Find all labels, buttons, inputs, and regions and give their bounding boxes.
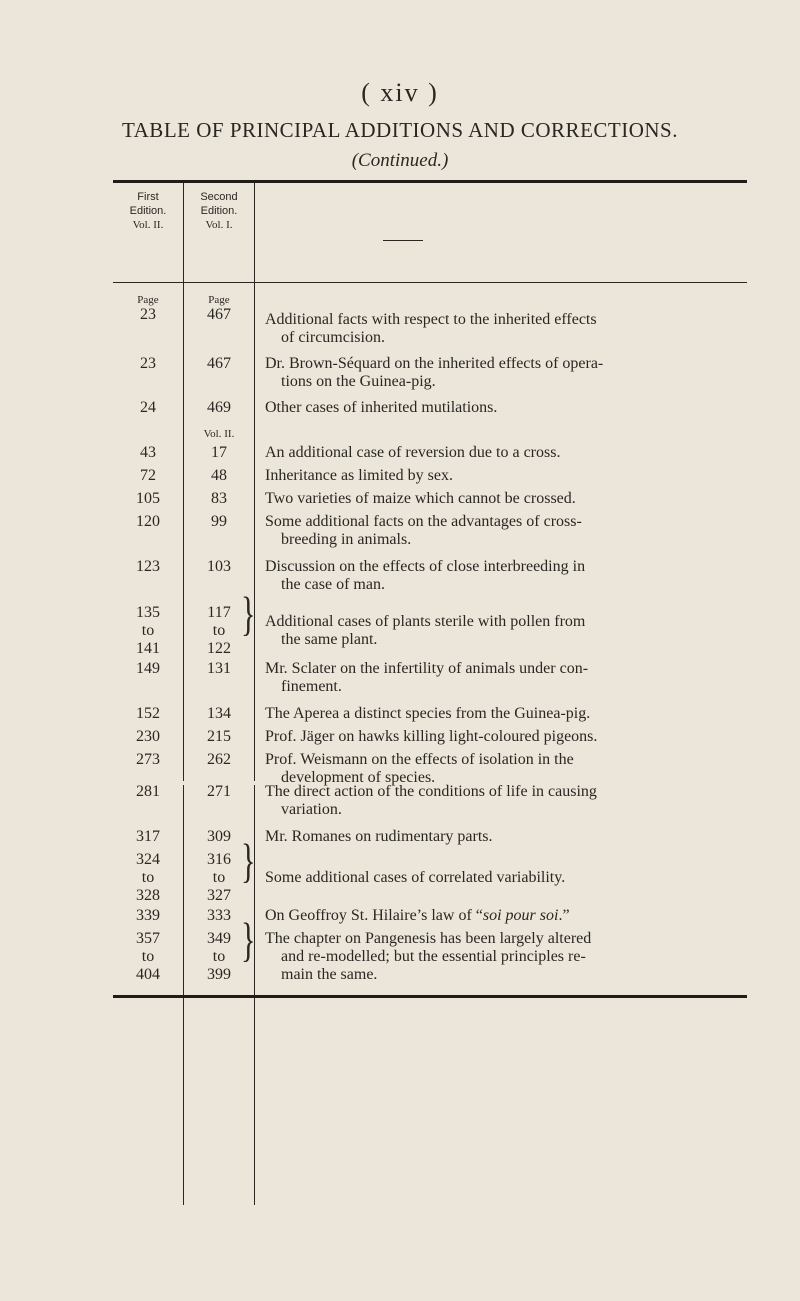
- entry-text: [265, 907, 747, 925]
- entry-text: [265, 751, 747, 787]
- second-edition-page: 134: [207, 705, 231, 722]
- entry-line: Two varieties of maize which cannot be crossed.: [265, 490, 576, 507]
- page-subtitle: (Continued.): [351, 150, 449, 171]
- entry-text: [265, 311, 747, 347]
- entry-line: The Aperea a distinct species from the Guinea-pig.: [265, 705, 591, 722]
- range-end: 404: [136, 966, 160, 983]
- first-edition-page: 149: [136, 660, 160, 677]
- page-label: Page: [208, 294, 230, 306]
- brace-glyph: }: [241, 587, 256, 641]
- range-end: 327: [207, 887, 231, 904]
- first-edition-range: [113, 851, 183, 905]
- range-start: 324: [136, 851, 160, 868]
- first-edition-range: [113, 604, 183, 658]
- header-line: Vol. I.: [205, 219, 233, 231]
- entry-line: the same plant.: [281, 631, 378, 648]
- first-edition-page: 317: [136, 828, 160, 845]
- range-end: 399: [207, 966, 231, 983]
- volume-label: Vol. II.: [203, 428, 235, 440]
- first-edition-page: 72: [140, 467, 156, 484]
- first-edition-page: 24: [140, 399, 156, 416]
- range-to: to: [141, 948, 155, 965]
- range-start: 316: [207, 851, 231, 868]
- table-bottom-rule: [113, 995, 747, 998]
- entry-line: The chapter on Pangenesis has been largely altered: [265, 930, 592, 947]
- entry-text: [265, 355, 747, 391]
- entry-line: Additional cases of plants sterile with pollen from: [265, 613, 586, 630]
- header-line: Vol. II.: [132, 219, 164, 231]
- entry-text: [265, 444, 747, 462]
- first-edition-page: 123: [136, 558, 160, 575]
- range-start: 135: [136, 604, 160, 621]
- second-edition-page: 469: [207, 399, 231, 416]
- range-to: to: [212, 948, 226, 965]
- entry-text: [265, 828, 747, 846]
- second-edition-page: 271: [207, 783, 231, 800]
- entry-line: main the same.: [281, 966, 378, 983]
- column-divider: [254, 183, 255, 781]
- second-edition-page: 262: [207, 751, 231, 768]
- entry-text: [265, 513, 747, 549]
- page-number: ( xiv ): [361, 78, 439, 107]
- entry-line: and re-modelled; but the essential principles re-: [281, 948, 586, 965]
- first-edition-page: 152: [136, 705, 160, 722]
- page-label: Page: [137, 294, 159, 306]
- second-edition-page: 131: [207, 660, 231, 677]
- second-edition-page: 467: [207, 306, 231, 323]
- second-edition-page: 103: [207, 558, 231, 575]
- entry-line: finement.: [281, 678, 342, 695]
- entry-line: Some additional cases of correlated variability.: [265, 869, 566, 886]
- entry-text: [265, 930, 747, 984]
- entry-text: [265, 490, 747, 508]
- second-edition-page: 99: [211, 513, 227, 530]
- entry-text: [265, 613, 747, 649]
- first-edition-page: 273: [136, 751, 160, 768]
- first-edition-page: 23: [140, 355, 156, 372]
- entry-text: [265, 869, 747, 887]
- first-edition-page: 105: [136, 490, 160, 507]
- table-continued: [113, 783, 747, 1215]
- range-start: 357: [136, 930, 160, 947]
- entry-line: Some additional facts on the advantages of cross-: [265, 513, 582, 530]
- entry-line: Mr. Romanes on rudimentary parts.: [265, 828, 493, 845]
- range-to: to: [212, 869, 226, 886]
- entry-line: Discussion on the effects of close interbreeding in: [265, 558, 586, 575]
- entry-line: development of species.: [281, 769, 436, 786]
- first-edition-page: 230: [136, 728, 160, 745]
- page-title: TABLE OF PRINCIPAL ADDITIONS AND CORRECTIONS.: [122, 118, 678, 142]
- entry-line: Inheritance as limited by sex.: [265, 467, 453, 484]
- entry-text: [265, 728, 747, 746]
- range-end: 328: [136, 887, 160, 904]
- first-edition-page: 23: [140, 306, 156, 323]
- entry-line: An additional case of reversion due to a cross.: [265, 444, 561, 461]
- second-edition-page: 333: [207, 907, 231, 924]
- second-edition-page: 309: [207, 828, 231, 845]
- first-edition-page: 281: [136, 783, 160, 800]
- first-edition-page: 43: [140, 444, 156, 461]
- header-first-edition: [113, 190, 183, 232]
- second-edition-page: 83: [211, 490, 227, 507]
- header-second-edition: [184, 190, 254, 232]
- header-rule: [113, 282, 254, 283]
- first-edition-range: [113, 930, 183, 984]
- entry-text: [265, 783, 747, 819]
- range-to: to: [212, 622, 226, 639]
- entry-line: Prof. Jäger on hawks killing light-coloured pigeons.: [265, 728, 598, 745]
- entry-line: Mr. Sclater on the infertility of animals under con-: [265, 660, 589, 677]
- entry-text: [265, 399, 747, 417]
- entry-line: tions on the Guinea-pig.: [281, 373, 436, 390]
- header-line: Second: [200, 191, 238, 203]
- range-start: 117: [207, 604, 231, 621]
- range-to: to: [141, 869, 155, 886]
- entry-line: of circumcision.: [281, 329, 385, 346]
- header-dash: [383, 240, 423, 241]
- entry-segment: On Geoffroy St. Hilaire’s law of “: [265, 907, 483, 924]
- entry-italic-segment: soi pour soi: [482, 907, 559, 924]
- first-edition-page: 339: [136, 907, 160, 924]
- additions-table: [113, 180, 747, 785]
- entry-line: Dr. Brown-Séquard on the inherited effects of opera-: [265, 355, 604, 372]
- entry-line: the case of man.: [281, 576, 385, 593]
- header-line: First: [137, 191, 159, 203]
- range-end: 122: [207, 640, 231, 657]
- header-line: Edition.: [129, 205, 167, 217]
- range-end: 141: [136, 640, 160, 657]
- second-edition-page: 467: [207, 355, 231, 372]
- table-top-rule: [113, 180, 747, 183]
- entry-text: [265, 467, 747, 485]
- brace-glyph: }: [241, 913, 256, 967]
- entry-line: variation.: [281, 801, 342, 818]
- entry-text: [265, 660, 747, 696]
- second-edition-page: 48: [211, 467, 227, 484]
- entry-line: Additional facts with respect to the inherited effects: [265, 311, 597, 328]
- brace-glyph: }: [241, 834, 256, 888]
- entry-segment: .”: [558, 907, 570, 924]
- second-edition-page: 215: [207, 728, 231, 745]
- entry-line: The direct action of the conditions of life in causing: [265, 783, 597, 800]
- entry-line: Prof. Weismann on the effects of isolation in the: [265, 751, 574, 768]
- entry-text: [265, 705, 747, 723]
- entry-line: breeding in animals.: [281, 531, 412, 548]
- first-edition-page: 120: [136, 513, 160, 530]
- entry-line: Other cases of inherited mutilations.: [265, 399, 498, 416]
- header-rule: [254, 282, 747, 283]
- entry-text: [265, 558, 747, 594]
- range-to: to: [141, 622, 155, 639]
- range-start: 349: [207, 930, 231, 947]
- second-edition-page: 17: [211, 444, 227, 461]
- header-line: Edition.: [200, 205, 238, 217]
